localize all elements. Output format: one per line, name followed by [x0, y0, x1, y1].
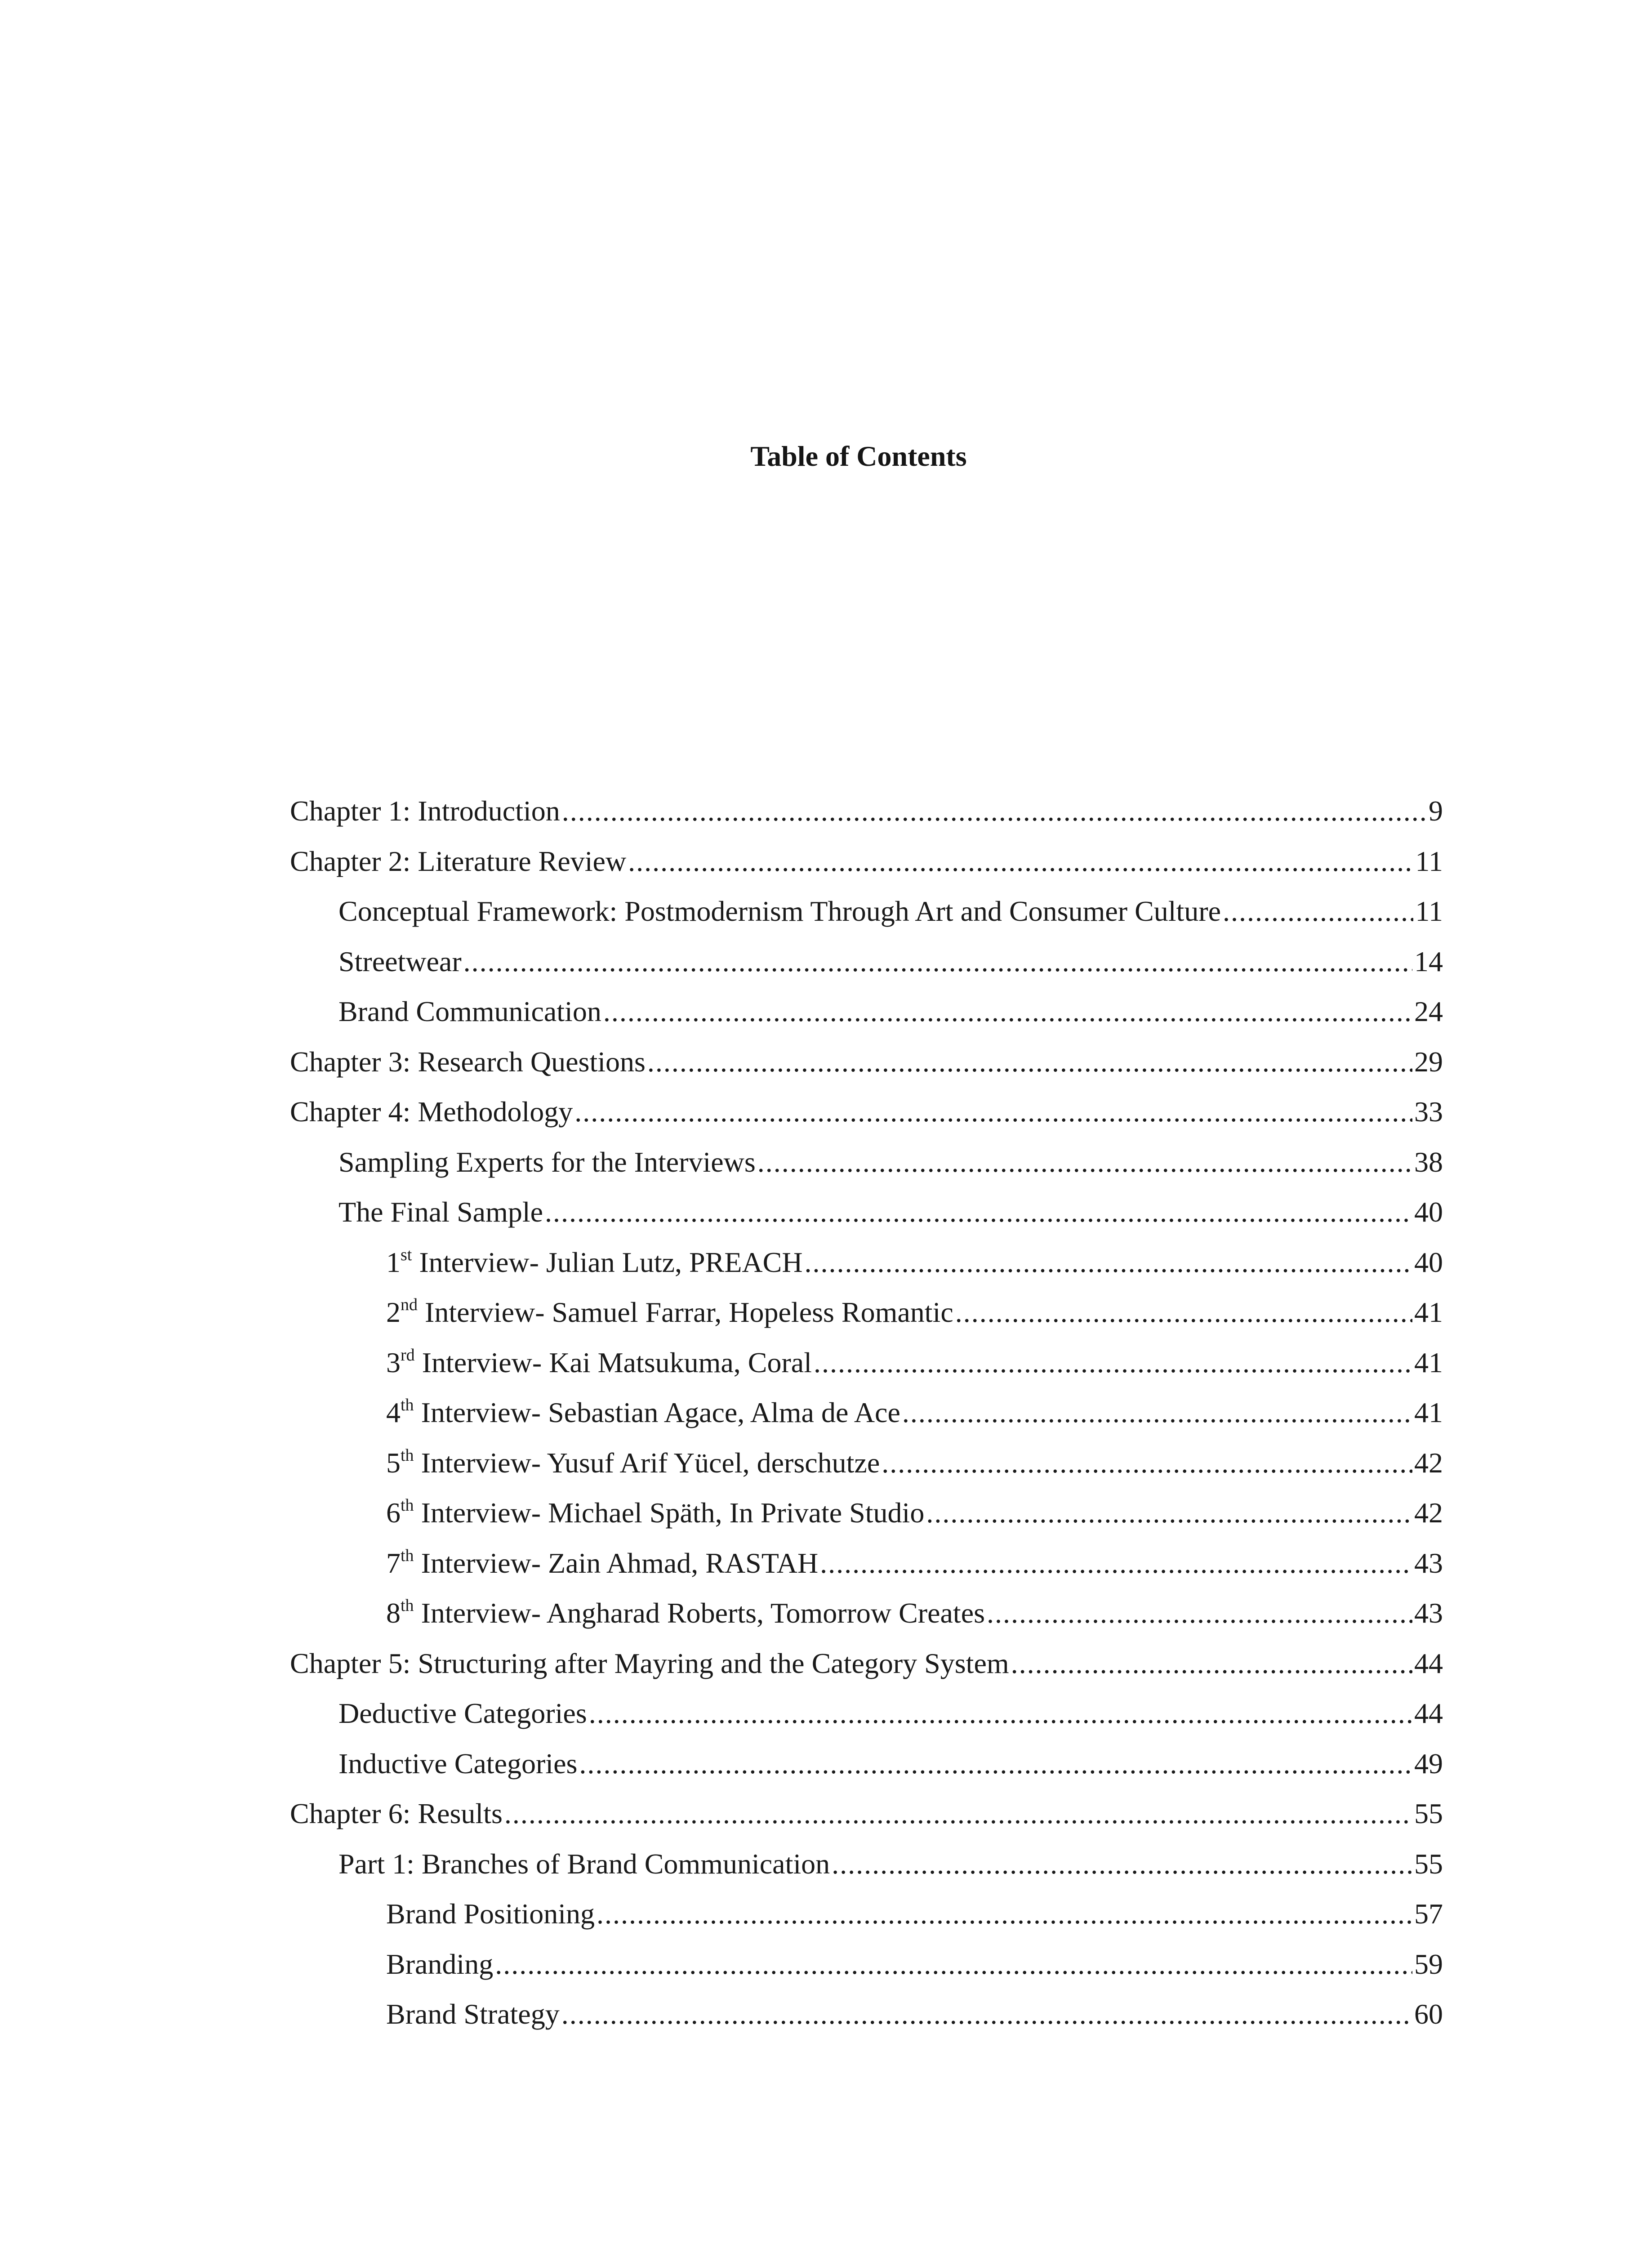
toc-entry-ordinal-number: 3 [386, 1346, 401, 1378]
toc-dot-leader [814, 1345, 1412, 1381]
toc-entry-ordinal-suffix: th [401, 1445, 414, 1465]
toc-dot-leader [926, 1495, 1412, 1531]
toc-entry[interactable] [290, 843, 1443, 894]
toc-page-number: 57 [1414, 1898, 1443, 1930]
toc-entry-title [386, 1395, 900, 1431]
toc-entry-title: Inductive Categories [338, 1747, 578, 1780]
toc-dot-leader [805, 1244, 1412, 1280]
toc-page-number: 49 [1414, 1747, 1443, 1780]
toc-entry[interactable] [290, 1445, 1443, 1495]
toc-entry-title: The Final Sample [338, 1196, 543, 1228]
toc-entry-title-text: Interview- Zain Ahmad, RASTAH [414, 1547, 819, 1579]
toc-entry-ordinal-number: 5 [386, 1446, 401, 1479]
toc-entry[interactable] [290, 1746, 1443, 1796]
toc-page-number: 33 [1414, 1096, 1443, 1128]
toc-dot-leader [902, 1395, 1412, 1431]
toc-entry-title: Brand Strategy [386, 1998, 560, 2030]
toc-entry-title: Chapter 6: Results [290, 1798, 503, 1829]
toc-entry-title [386, 1345, 812, 1381]
toc-entry-title: Branding [386, 1948, 494, 1980]
toc-entry-title: Chapter 3: Research Questions [290, 1045, 646, 1078]
toc-dot-leader [579, 1746, 1412, 1782]
toc-page-number: 43 [1414, 1547, 1443, 1579]
toc-entry-title [386, 1595, 985, 1631]
toc-page-number: 55 [1414, 1847, 1443, 1880]
toc-entry[interactable] [290, 1946, 1443, 1997]
toc-entry[interactable] [290, 1796, 1443, 1846]
toc-entry[interactable] [290, 1294, 1443, 1345]
toc-entry-title-text: Interview- Angharad Roberts, Tomorrow Creates [414, 1597, 985, 1629]
toc-dot-leader [757, 1144, 1412, 1180]
toc-page-number: 41 [1414, 1346, 1443, 1378]
toc-dot-leader [574, 1094, 1412, 1130]
toc-entry-title: Chapter 4: Methodology [290, 1096, 573, 1128]
toc-page-number: 41 [1414, 1296, 1443, 1328]
toc-dot-leader [1011, 1646, 1412, 1682]
toc-dot-leader [545, 1194, 1412, 1230]
toc-entry-ordinal-suffix: nd [401, 1295, 418, 1314]
toc-entry-title: Brand Communication [338, 995, 601, 1027]
toc-entry[interactable] [290, 1144, 1443, 1195]
toc-entry-title: Part 1: Branches of Brand Communication [338, 1847, 830, 1880]
toc-entry-ordinal-suffix: st [401, 1245, 412, 1264]
toc-dot-leader [832, 1846, 1412, 1882]
toc-entry-title [386, 1244, 803, 1280]
toc-entry[interactable] [290, 893, 1443, 944]
toc-list [290, 793, 1443, 2047]
toc-entry-title: Conceptual Framework: Postmodernism Through Art and Consumer Culture [338, 895, 1221, 927]
toc-dot-leader [463, 944, 1412, 980]
toc-entry-title: Sampling Experts for the Interviews [338, 1146, 756, 1178]
toc-heading: Table of Contents [750, 440, 967, 472]
toc-dot-leader [495, 1946, 1412, 1982]
toc-entry[interactable] [290, 994, 1443, 1044]
toc-dot-leader [955, 1294, 1412, 1330]
toc-entry[interactable] [290, 1244, 1443, 1295]
toc-entry-ordinal-suffix: th [401, 1546, 414, 1565]
toc-dot-leader [987, 1595, 1412, 1631]
toc-dot-leader [647, 1044, 1412, 1080]
toc-entry-title-text: Interview- Michael Späth, In Private Studio [414, 1497, 925, 1529]
toc-entry[interactable] [290, 1595, 1443, 1646]
toc-entry-title: Brand Positioning [386, 1898, 595, 1930]
toc-dot-leader [628, 843, 1413, 879]
toc-dot-leader [820, 1545, 1412, 1581]
toc-entry-title-text: Interview- Samuel Farrar, Hopeless Romantic [418, 1296, 953, 1328]
toc-entry[interactable] [290, 944, 1443, 994]
toc-page-number: 42 [1414, 1497, 1443, 1529]
toc-entry[interactable] [290, 1495, 1443, 1545]
toc-entry[interactable] [290, 1646, 1443, 1696]
toc-entry[interactable] [290, 793, 1443, 843]
toc-entry-ordinal-suffix: rd [401, 1345, 415, 1365]
toc-page-number: 40 [1414, 1246, 1443, 1278]
toc-entry[interactable] [290, 1896, 1443, 1946]
toc-page-number: 38 [1414, 1146, 1443, 1178]
toc-page-number: 11 [1415, 895, 1443, 927]
toc-entry-ordinal-number: 2 [386, 1296, 401, 1328]
toc-entry-title [386, 1495, 924, 1531]
toc-page-number: 14 [1414, 945, 1443, 977]
toc-entry-ordinal-suffix: th [401, 1496, 414, 1515]
toc-dot-leader [561, 1996, 1412, 2032]
toc-entry-title-text: Interview- Yusuf Arif Yücel, derschutze [414, 1446, 880, 1479]
toc-entry-ordinal-number: 8 [386, 1597, 401, 1629]
toc-entry-title: Streetwear [338, 945, 462, 977]
toc-entry[interactable] [290, 1846, 1443, 1896]
toc-entry[interactable] [290, 1395, 1443, 1445]
toc-entry-ordinal-suffix: th [401, 1596, 414, 1615]
toc-entry-ordinal-number: 1 [386, 1246, 401, 1278]
toc-dot-leader [882, 1445, 1412, 1481]
toc-entry-title [386, 1445, 880, 1481]
toc-entry[interactable] [290, 1545, 1443, 1596]
toc-entry-title: Chapter 1: Introduction [290, 795, 560, 827]
toc-dot-leader [1223, 893, 1413, 929]
toc-entry[interactable] [290, 1044, 1443, 1094]
toc-page-number: 11 [1415, 845, 1443, 877]
toc-page-number: 40 [1414, 1196, 1443, 1228]
toc-entry-title [386, 1545, 818, 1581]
toc-page-number: 41 [1414, 1396, 1443, 1428]
toc-page-number: 42 [1414, 1446, 1443, 1479]
toc-entry-title-text: Interview- Kai Matsukuma, Coral [414, 1346, 812, 1378]
toc-page-number: 55 [1414, 1798, 1443, 1829]
toc-entry-title: Chapter 2: Literature Review [290, 845, 627, 877]
toc-page-number: 9 [1429, 795, 1443, 827]
toc-page-number: 59 [1414, 1948, 1443, 1980]
toc-page-number: 44 [1414, 1697, 1443, 1729]
toc-entry-title: Chapter 5: Structuring after Mayring and the Category System [290, 1647, 1009, 1679]
toc-dot-leader [504, 1796, 1412, 1832]
toc-dot-leader [589, 1695, 1412, 1731]
toc-page-number: 60 [1414, 1998, 1443, 2030]
toc-page-number: 43 [1414, 1597, 1443, 1629]
toc-entry-ordinal-number: 7 [386, 1547, 401, 1579]
toc-entry[interactable] [290, 1194, 1443, 1244]
toc-page-number: 24 [1414, 995, 1443, 1027]
toc-entry-title-text: Interview- Julian Lutz, PREACH [412, 1246, 803, 1278]
toc-entry-title: Deductive Categories [338, 1697, 587, 1729]
toc-entry[interactable] [290, 1695, 1443, 1746]
toc-entry-title-text: Interview- Sebastian Agace, Alma de Ace [414, 1396, 900, 1428]
toc-dot-leader [603, 994, 1412, 1030]
toc-entry[interactable] [290, 1345, 1443, 1395]
toc-entry[interactable] [290, 1996, 1443, 2047]
toc-entry[interactable] [290, 1094, 1443, 1144]
toc-dot-leader [597, 1896, 1412, 1932]
toc-entry-ordinal-number: 6 [386, 1497, 401, 1529]
toc-entry-ordinal-suffix: th [401, 1396, 414, 1414]
toc-page-number: 29 [1414, 1045, 1443, 1078]
toc-dot-leader [562, 793, 1427, 829]
toc-page-number: 44 [1414, 1647, 1443, 1679]
toc-entry-title [386, 1294, 953, 1330]
toc-entry-ordinal-number: 4 [386, 1396, 401, 1428]
